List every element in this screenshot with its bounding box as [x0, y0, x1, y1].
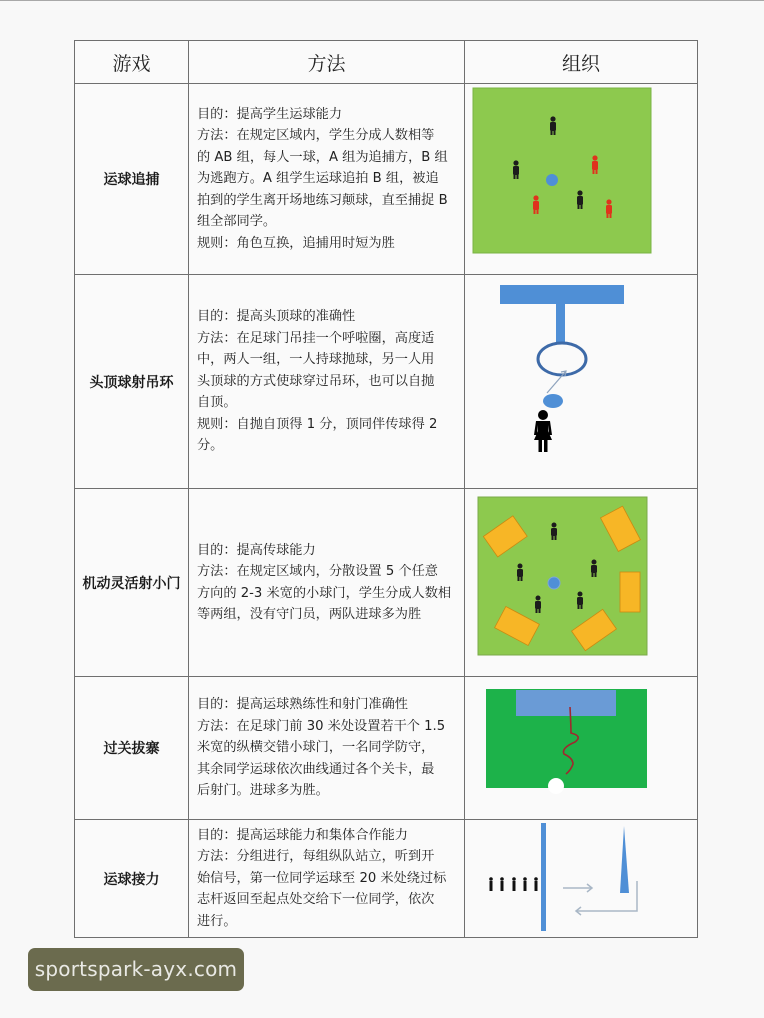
football-games-table	[74, 40, 698, 938]
method-line: 目的：提高传球能力	[197, 542, 316, 558]
organization-diagram-cell	[465, 677, 698, 820]
method-line: 其余同学运球依次曲线通过各个关卡，最	[197, 761, 435, 777]
goal-box-icon	[516, 690, 616, 716]
ball-icon	[543, 394, 563, 408]
table-row	[75, 677, 698, 820]
method-line: 方法：在足球门前 30 米处设置若干个 1.5	[197, 718, 446, 734]
organization-diagram-cell	[465, 489, 698, 677]
method-line: 后射门。进球多为胜。	[197, 783, 329, 799]
method-line: 为逃跑方。A 组学生运球追拍 B 组，被追	[197, 171, 439, 187]
method-line: 米宽的纵横交错小球门，一名同学防守，	[197, 740, 435, 756]
method-line: 目的：提高运球熟练性和射门准确性	[197, 697, 408, 713]
header-method: 方法	[189, 41, 465, 84]
method-line: 方法：在足球门吊挂一个呼啦圈，高度适	[197, 330, 435, 346]
method-line: 等两组，没有守门员，两队进球多为胜	[197, 607, 422, 622]
method-line: 目的：提高学生运球能力	[197, 106, 343, 122]
method-line: 拍到的学生离开场地练习颠球，直至捕捉 B	[197, 192, 448, 208]
table-header-row	[75, 41, 698, 84]
hoop-rope-icon	[556, 304, 565, 343]
method-description	[189, 84, 465, 275]
method-line: 方法：在规定区域内，分散设置 5 个任意	[197, 564, 438, 579]
goal-crossbar-icon	[500, 285, 624, 304]
small-goals-diagram	[465, 490, 698, 676]
player-column-icon	[489, 877, 538, 891]
table-row	[75, 489, 698, 677]
relay-diagram	[465, 821, 698, 937]
header-hoop-diagram	[465, 276, 698, 488]
table-row	[75, 820, 698, 938]
table-row	[75, 275, 698, 489]
method-line: 方法：分组进行，每组纵队站立，听到开	[197, 849, 435, 865]
method-description	[189, 275, 465, 489]
method-description	[189, 677, 465, 820]
game-name: 运球追捕	[75, 84, 189, 275]
method-line: 自顶。	[197, 395, 237, 411]
header-game: 游戏	[75, 41, 189, 84]
method-line: 进行。	[197, 913, 237, 929]
method-line: 的 AB 组，每人一球，A 组为追捕方，B 组	[197, 149, 448, 165]
ball-icon	[546, 174, 558, 186]
method-description	[189, 489, 465, 677]
method-line: 中，两人一组，一人持球抛球，另一人用	[197, 352, 435, 368]
table-row	[75, 84, 698, 275]
hoop-icon	[538, 343, 586, 375]
ball-icon	[548, 778, 564, 794]
game-name: 头顶球射吊环	[75, 275, 189, 489]
organization-diagram-cell	[465, 275, 698, 489]
method-line: 头顶球的方式使球穿过吊环，也可以自抛	[197, 373, 435, 389]
chase-field-diagram	[465, 85, 698, 274]
method-line: 目的：提高运球能力和集体合作能力	[197, 827, 408, 843]
dribble-shoot-diagram	[465, 678, 698, 819]
ball-icon	[548, 577, 560, 589]
player-icon	[534, 410, 552, 452]
method-line: 规则：角色互换，追捕用时短为胜	[197, 235, 395, 251]
organization-diagram-cell	[465, 820, 698, 938]
method-line: 组全部同学。	[197, 214, 277, 230]
method-line: 方法：在规定区域内，学生分成人数相等	[197, 128, 435, 144]
top-divider	[0, 0, 764, 1]
method-line: 始信号，第一位同学运球至 20 米处绕过标	[197, 870, 447, 886]
game-name: 过关拔寨	[75, 677, 189, 820]
start-line-icon	[541, 823, 546, 931]
organization-diagram-cell	[465, 84, 698, 275]
method-description	[189, 820, 465, 938]
header-organization: 组织	[465, 41, 698, 84]
method-line: 规则：自抛自顶得 1 分，顶同伴传球得 2	[197, 416, 438, 432]
method-line: 分。	[197, 438, 224, 454]
method-line: 方向的 2-3 米宽的小球门，学生分成人数相	[197, 585, 452, 601]
watermark-badge: sportspark-ayx.com	[28, 948, 244, 991]
method-line: 志杆返回至起点处交给下一位同学，依次	[197, 892, 435, 908]
game-name: 运球接力	[75, 820, 189, 938]
method-line: 目的：提高头顶球的准确性	[197, 309, 356, 325]
field-icon	[473, 88, 651, 253]
game-name: 机动灵活射小门	[75, 489, 189, 677]
marker-pole-icon	[620, 826, 629, 893]
